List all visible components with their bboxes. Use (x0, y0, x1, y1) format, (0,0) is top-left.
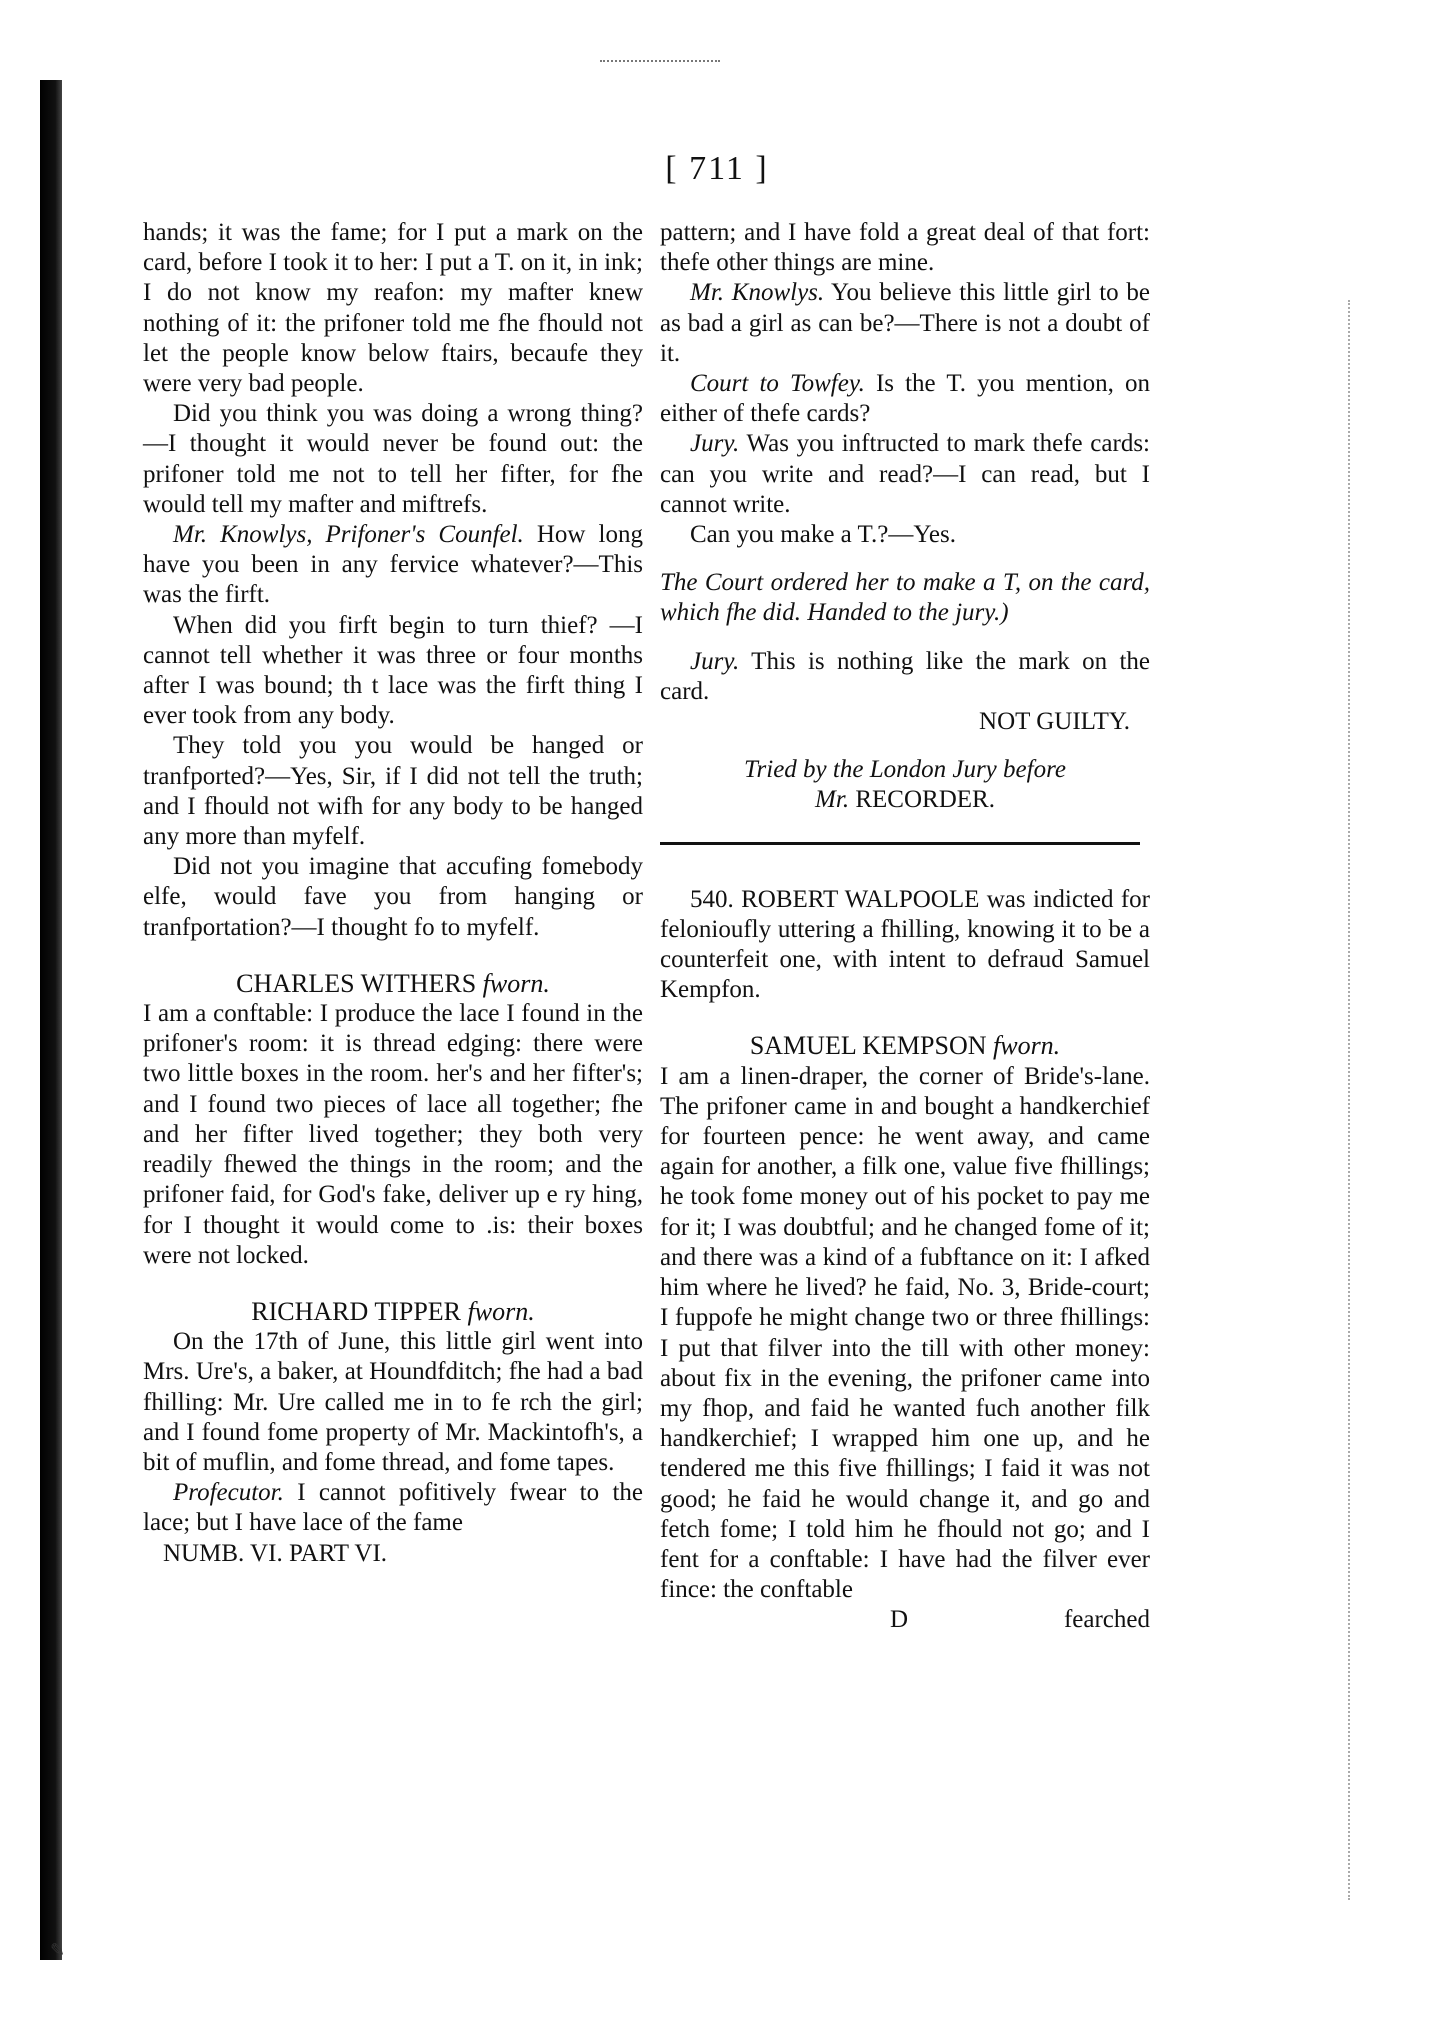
paragraph-text: pattern; and I have fold a great deal of that fort: thefe other things are mine. (660, 219, 1150, 277)
witness-name: CHARLES WITHERS (236, 968, 477, 998)
court-note-text: The Court ordered her to make a T, on the card, which fhe did. Handed to the jury.) (660, 569, 1150, 627)
paragraph-text: When did you firft begin to turn thief? —I cannot tell whether it was three or four months after I was bound; th t lace was the firft thing I ever took from any body. (143, 611, 643, 730)
book-spine-shadow (40, 80, 62, 1960)
verdict-text: NOT GUILTY. (979, 708, 1130, 736)
paragraph-text: hands; it was the fame; for I put a mark on the card, before I took it to her: I put a T. on it, in ink; I do not know my reafon: my mafter knew nothing of it: the prifoner told me fhe fhould not let the people know below ftairs, becaufe they were very bad people. (143, 219, 643, 398)
section-rule (660, 842, 1140, 845)
page-edge-marks (1348, 300, 1354, 1900)
paragraph (660, 885, 1150, 1006)
paragraph-text: Did you think you was doing a wrong thing?—I thought it would never be found out: the prifoner told me not to tell her fifter, for fhe would tell my mafter and miftrefs. (143, 400, 643, 518)
paragraph-text: Is the T. you mention, on either of thefe cards? (660, 370, 1151, 428)
paragraph-text: On the 17th of June, this little girl went into Mrs. Ure's, a baker, at Houndfditch; fhe had a bad fhilling: Mr. Ure called me in to fe rch the girl; and I found fome property of Mr. Mackintofh's, a bit of muflin, and fome thread, and fome tapes. (143, 1328, 643, 1476)
speaker-label: Jury. (690, 647, 740, 675)
paragraph (660, 520, 1150, 550)
paragraph-text: 540. ROBERT WALPOOLE was indicted for felonioufly uttering a fhilling, knowing it to be a counterfeit one, with intent to defraud Samuel Kempfon. (660, 885, 1150, 1004)
paragraph-text: Did not you imagine that accufing fomebody elfe, would fave you from hanging or tranfportation?—I thought fo to myfelf. (143, 853, 643, 941)
paragraph-text: I am a conftable: I produce the lace I found in the prifoner's room: it is thread edging: there were two little boxes in the room. her's and her fifter's; and I found two pieces of lace all together; fhe and her fifter lived together; they both very readily fhewed the things in the room; and the prifoner faid, for God's fake, deliver up e ry hing, for I thought it would come to .is: their boxes were not locked. (143, 1000, 643, 1269)
speaker-label: Mr. Knowlys, Prifoner's Counfel. (173, 521, 524, 549)
witness-name: SAMUEL KEMPSON (749, 1031, 987, 1061)
paragraph (143, 999, 643, 1271)
paragraph-text: This is nothing like the mark on the card. (660, 647, 1150, 705)
speaker-label: Mr. Knowlys. (690, 279, 825, 307)
paragraph-text: I am a linen-draper, the corner of Bride's-lane. The prifoner came in and bought a handkerchief for fourteen pence: he went away, and came again for another, a filk one, value five fhillings; he took fome money out of his pocket to pay me for it; I was doubtful; and he changed fome of it; and there was a kind of a fubftance on it: I afked him where he lived? he faid, No. 3, Bride-court; I fuppofe he might change two or three fhillings: I put that filver into the till with other money: about fix in the evening, the prifoner came into my fhop, and faid he wanted fuch another filk handkerchief; I wrapped him one up, and he tendered me this five fhillings; I faid it was not good; he faid he would change it, and go and fetch fome; I told him he fhould not go; and I fent for a conftable: I have had the filver ever fince: the conftable (660, 1062, 1150, 1604)
paragraph-text: How long have you been in any fervice whatever?—This was the firft. (143, 521, 643, 609)
paragraph (143, 1327, 643, 1478)
paragraph (143, 520, 643, 611)
paragraph (660, 278, 1150, 369)
paragraph (660, 429, 1150, 520)
paragraph-text: I cannot pofitively fwear to the lace; but I have lace of the fame (143, 1479, 643, 1537)
paragraph (143, 852, 643, 943)
mr-label: Mr. (815, 786, 850, 814)
speaker-label: Court to Towfey. (690, 370, 865, 398)
spacer (660, 550, 1150, 568)
paragraph (143, 611, 643, 732)
witness-heading (660, 1031, 1150, 1061)
paragraph (143, 1478, 643, 1538)
spacer (660, 737, 1150, 755)
paragraph (143, 218, 643, 399)
spacer (660, 629, 1150, 647)
sworn-label: fworn. (482, 968, 550, 998)
paragraph (660, 1062, 1150, 1606)
paragraph-text: They told you you would be hanged or tranfported?—Yes, Sir, if I did not tell the truth; and I fhould not wifh for any body to be hanged any more than myfelf. (143, 732, 643, 851)
paragraph (660, 369, 1150, 429)
witness-name: RICHARD TIPPER (251, 1296, 462, 1326)
speaker-label: Profecutor. (173, 1479, 284, 1507)
page-number: [ 711 ] (665, 150, 769, 187)
court-note (660, 568, 1150, 628)
witness-heading (143, 969, 643, 999)
paragraph-text: Was you inftructed to mark thefe cards: can you write and read?—I can read, but I cannot write. (660, 430, 1150, 518)
paragraph (143, 731, 643, 852)
tried-line (660, 755, 1150, 785)
paragraph-text: You believe this little girl to be as bad a girl as can be?—There is not a doubt of it. (660, 279, 1150, 367)
speaker-label: Jury. (690, 430, 740, 458)
part-footer-text: NUMB. VI. PART VI. (163, 1539, 388, 1567)
sworn-label: fworn. (993, 1031, 1061, 1061)
signature-mark: D (890, 1606, 909, 1634)
tried-text: Tried by the London Jury before (744, 756, 1066, 784)
left-column (143, 218, 643, 1569)
recorder-line (660, 785, 1150, 815)
paragraph-text: Can you make a T.?—Yes. (690, 521, 956, 549)
recorder-label: RECORDER. (855, 786, 995, 814)
verdict (660, 707, 1150, 737)
scan-specks (600, 60, 720, 72)
margin-mark: ✎ (50, 1940, 66, 1960)
sworn-label: fworn. (467, 1296, 535, 1326)
paragraph (660, 647, 1150, 707)
signature-row (660, 1605, 1150, 1635)
part-footer (143, 1539, 643, 1569)
paragraph (143, 399, 643, 520)
catchword: fearched (1063, 1606, 1150, 1634)
right-column (660, 218, 1150, 1636)
paragraph (660, 218, 1150, 278)
witness-heading (143, 1297, 643, 1327)
